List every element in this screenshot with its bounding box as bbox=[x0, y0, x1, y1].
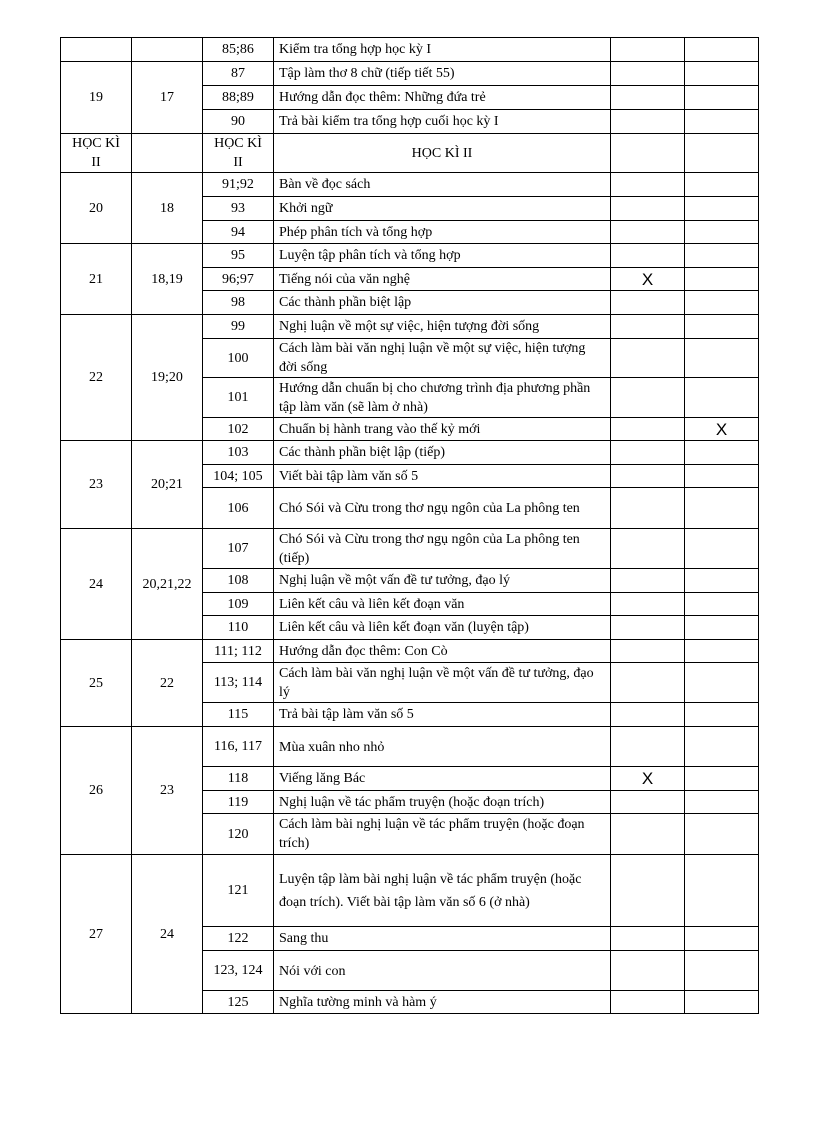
mark-cell-b bbox=[685, 640, 759, 663]
week-cell: 19 bbox=[61, 62, 132, 134]
mark-cell-a bbox=[611, 855, 685, 927]
table-row bbox=[61, 315, 759, 339]
mark-cell-a bbox=[611, 593, 685, 616]
table-row bbox=[61, 441, 759, 465]
lesson-cell: Nghĩa tường minh và hàm ý bbox=[274, 991, 611, 1014]
period-cell: 93 bbox=[203, 197, 274, 221]
mark-cell-a bbox=[611, 727, 685, 767]
mark-cell-a bbox=[611, 616, 685, 640]
lesson-cell: Các thành phần biệt lập bbox=[274, 291, 611, 315]
mark-cell-a bbox=[611, 663, 685, 703]
mark-cell-b bbox=[685, 593, 759, 616]
period-cell: 111; 112 bbox=[203, 640, 274, 663]
mark-cell-a bbox=[611, 221, 685, 244]
mark-cell-a bbox=[611, 640, 685, 663]
mark-cell-a bbox=[611, 339, 685, 378]
mark-cell-b bbox=[685, 814, 759, 855]
mark-cell-b bbox=[685, 339, 759, 378]
mark-cell-b bbox=[685, 991, 759, 1014]
period-cell: 103 bbox=[203, 441, 274, 465]
mark-cell-a bbox=[611, 315, 685, 339]
week-cell: 21 bbox=[61, 244, 132, 315]
period-cell: 119 bbox=[203, 791, 274, 814]
lesson-cell: Cách làm bài nghị luận về tác phẩm truyện (hoặc đoạn trích) bbox=[274, 814, 611, 855]
mark-cell-b bbox=[685, 38, 759, 62]
mark-cell-a bbox=[611, 791, 685, 814]
mark-cell-b bbox=[685, 62, 759, 86]
unit-cell: 23 bbox=[132, 727, 203, 855]
unit-cell: 24 bbox=[132, 855, 203, 1014]
mark-cell-b bbox=[685, 791, 759, 814]
period-cell: 110 bbox=[203, 616, 274, 640]
semester-title: HỌC KÌ II bbox=[274, 134, 611, 173]
period-cell: 121 bbox=[203, 855, 274, 927]
mark-cell-b bbox=[685, 703, 759, 727]
week-cell: 22 bbox=[61, 315, 132, 441]
lesson-cell: Các thành phần biệt lập (tiếp) bbox=[274, 441, 611, 465]
mark-cell-a bbox=[611, 86, 685, 110]
lesson-cell: Nghị luận về một sự việc, hiện tượng đời sống bbox=[274, 315, 611, 339]
period-cell: 90 bbox=[203, 110, 274, 134]
mark-cell-a bbox=[611, 927, 685, 951]
mark-cell-b bbox=[685, 173, 759, 197]
lesson-cell: Hướng dẫn đọc thêm: Những đứa trẻ bbox=[274, 86, 611, 110]
unit-cell bbox=[132, 134, 203, 173]
lesson-cell: Nghị luận về một vấn đề tư tưởng, đạo lý bbox=[274, 569, 611, 593]
mark-cell-b bbox=[685, 378, 759, 418]
period-cell: 113; 114 bbox=[203, 663, 274, 703]
period-cell: 104; 105 bbox=[203, 465, 274, 488]
mark-cell-a bbox=[611, 814, 685, 855]
lesson-cell: Sang thu bbox=[274, 927, 611, 951]
unit-cell: 20,21,22 bbox=[132, 529, 203, 640]
mark-cell-b bbox=[685, 663, 759, 703]
mark-cell-a bbox=[611, 703, 685, 727]
period-cell: 107 bbox=[203, 529, 274, 569]
period-cell: 108 bbox=[203, 569, 274, 593]
mark-cell-b bbox=[685, 221, 759, 244]
x-mark: X bbox=[685, 418, 759, 441]
lesson-cell: Cách làm bài văn nghị luận về một vấn đề tư tưởng, đạo lý bbox=[274, 663, 611, 703]
mark-cell-b bbox=[685, 488, 759, 529]
table-row bbox=[61, 727, 759, 767]
mark-cell-a bbox=[611, 441, 685, 465]
table-row bbox=[61, 173, 759, 197]
table-row bbox=[61, 855, 759, 927]
lesson-cell: Viếng lăng Bác bbox=[274, 767, 611, 791]
mark-cell-b bbox=[685, 927, 759, 951]
table-row bbox=[61, 244, 759, 268]
lesson-cell: Chó Sói và Cừu trong thơ ngụ ngôn của La phông ten (tiếp) bbox=[274, 529, 611, 569]
mark-cell-b bbox=[685, 197, 759, 221]
unit-cell: 19;20 bbox=[132, 315, 203, 441]
lesson-cell: Hướng dẫn đọc thêm: Con Cò bbox=[274, 640, 611, 663]
week-cell: 23 bbox=[61, 441, 132, 529]
unit-cell: 18 bbox=[132, 173, 203, 244]
x-mark: X bbox=[611, 767, 685, 791]
mark-cell-a bbox=[611, 488, 685, 529]
period-cell: 85;86 bbox=[203, 38, 274, 62]
week-cell bbox=[61, 38, 132, 62]
lesson-cell: Trả bài kiểm tra tổng hợp cuối học kỳ I bbox=[274, 110, 611, 134]
mark-cell-b bbox=[685, 465, 759, 488]
unit-cell: 22 bbox=[132, 640, 203, 727]
period-cell: 118 bbox=[203, 767, 274, 791]
table-row bbox=[61, 38, 759, 62]
week-cell: 25 bbox=[61, 640, 132, 727]
unit-cell: 18,19 bbox=[132, 244, 203, 315]
week-cell: 20 bbox=[61, 173, 132, 244]
lesson-cell: Luyện tập phân tích và tổng hợp bbox=[274, 244, 611, 268]
unit-cell bbox=[132, 38, 203, 62]
mark-cell-b bbox=[685, 951, 759, 991]
semester-header-row bbox=[61, 134, 759, 173]
period-cell: 102 bbox=[203, 418, 274, 441]
period-cell: 95 bbox=[203, 244, 274, 268]
mark-cell-a bbox=[611, 465, 685, 488]
mark-cell-a bbox=[611, 418, 685, 441]
lesson-cell: Chuẩn bị hành trang vào thế kỷ mới bbox=[274, 418, 611, 441]
mark-cell-b bbox=[685, 727, 759, 767]
lesson-cell: Viết bài tập làm văn số 5 bbox=[274, 465, 611, 488]
period-cell: 101 bbox=[203, 378, 274, 418]
mark-cell-b bbox=[685, 767, 759, 791]
period-cell: 122 bbox=[203, 927, 274, 951]
lesson-cell: Hướng dẫn chuẩn bị cho chương trình địa phương phần tập làm văn (sẽ làm ở nhà) bbox=[274, 378, 611, 418]
lesson-cell: Chó Sói và Cừu trong thơ ngụ ngôn của La phông ten bbox=[274, 488, 611, 529]
lesson-cell: Trả bài tập làm văn số 5 bbox=[274, 703, 611, 727]
unit-cell: 17 bbox=[132, 62, 203, 134]
unit-cell: 20;21 bbox=[132, 441, 203, 529]
mark-cell-b bbox=[685, 244, 759, 268]
period-cell: 106 bbox=[203, 488, 274, 529]
lesson-cell: Liên kết câu và liên kết đoạn văn bbox=[274, 593, 611, 616]
lesson-cell: Luyện tập làm bài nghị luận về tác phẩm truyện (hoặc đoạn trích). Viết bài tập làm văn số 6 (ở nhà) bbox=[274, 855, 611, 927]
period-cell: 120 bbox=[203, 814, 274, 855]
period-cell: 91;92 bbox=[203, 173, 274, 197]
mark-cell-b bbox=[685, 268, 759, 291]
lesson-cell: Nói với con bbox=[274, 951, 611, 991]
lesson-cell: Tiếng nói của văn nghệ bbox=[274, 268, 611, 291]
week-cell: 24 bbox=[61, 529, 132, 640]
semester-label-period: HỌC KÌ II bbox=[203, 134, 274, 173]
period-cell: 109 bbox=[203, 593, 274, 616]
mark-cell-a bbox=[611, 569, 685, 593]
mark-cell-a bbox=[611, 244, 685, 268]
mark-cell-a bbox=[611, 378, 685, 418]
mark-cell-b bbox=[685, 529, 759, 569]
lesson-cell: Liên kết câu và liên kết đoạn văn (luyện tập) bbox=[274, 616, 611, 640]
lesson-cell: Bàn về đọc sách bbox=[274, 173, 611, 197]
period-cell: 115 bbox=[203, 703, 274, 727]
table-row bbox=[61, 62, 759, 86]
table-row bbox=[61, 529, 759, 569]
week-cell: 26 bbox=[61, 727, 132, 855]
lesson-cell: Cách làm bài văn nghị luận về một sự việc, hiện tượng đời sống bbox=[274, 339, 611, 378]
mark-cell-b bbox=[685, 569, 759, 593]
mark-cell-b bbox=[685, 86, 759, 110]
period-cell: 99 bbox=[203, 315, 274, 339]
lesson-plan-table bbox=[60, 37, 759, 1014]
mark-cell-a bbox=[611, 110, 685, 134]
mark-cell-b bbox=[685, 110, 759, 134]
mark-cell-b bbox=[685, 315, 759, 339]
mark-cell-b bbox=[685, 616, 759, 640]
period-cell: 116, 117 bbox=[203, 727, 274, 767]
lesson-cell: Mùa xuân nho nhỏ bbox=[274, 727, 611, 767]
period-cell: 100 bbox=[203, 339, 274, 378]
period-cell: 94 bbox=[203, 221, 274, 244]
mark-cell-b bbox=[685, 291, 759, 315]
mark-cell-a bbox=[611, 38, 685, 62]
lesson-cell: Kiểm tra tổng hợp học kỳ I bbox=[274, 38, 611, 62]
x-mark: X bbox=[611, 268, 685, 291]
mark-cell-a bbox=[611, 991, 685, 1014]
mark-cell-b bbox=[685, 134, 759, 173]
period-cell: 125 bbox=[203, 991, 274, 1014]
mark-cell-a bbox=[611, 197, 685, 221]
lesson-cell: Phép phân tích và tổng hợp bbox=[274, 221, 611, 244]
semester-label-week: HỌC KÌ II bbox=[61, 134, 132, 173]
mark-cell-a bbox=[611, 951, 685, 991]
lesson-cell: Nghị luận về tác phẩm truyện (hoặc đoạn trích) bbox=[274, 791, 611, 814]
mark-cell-b bbox=[685, 855, 759, 927]
table-row bbox=[61, 640, 759, 663]
period-cell: 87 bbox=[203, 62, 274, 86]
mark-cell-a bbox=[611, 173, 685, 197]
mark-cell-a bbox=[611, 134, 685, 173]
lesson-cell: Tập làm thơ 8 chữ (tiếp tiết 55) bbox=[274, 62, 611, 86]
week-cell: 27 bbox=[61, 855, 132, 1014]
mark-cell-a bbox=[611, 291, 685, 315]
period-cell: 98 bbox=[203, 291, 274, 315]
mark-cell-a bbox=[611, 529, 685, 569]
period-cell: 88;89 bbox=[203, 86, 274, 110]
period-cell: 96;97 bbox=[203, 268, 274, 291]
lesson-cell: Khởi ngữ bbox=[274, 197, 611, 221]
mark-cell-a bbox=[611, 62, 685, 86]
period-cell: 123, 124 bbox=[203, 951, 274, 991]
mark-cell-b bbox=[685, 441, 759, 465]
